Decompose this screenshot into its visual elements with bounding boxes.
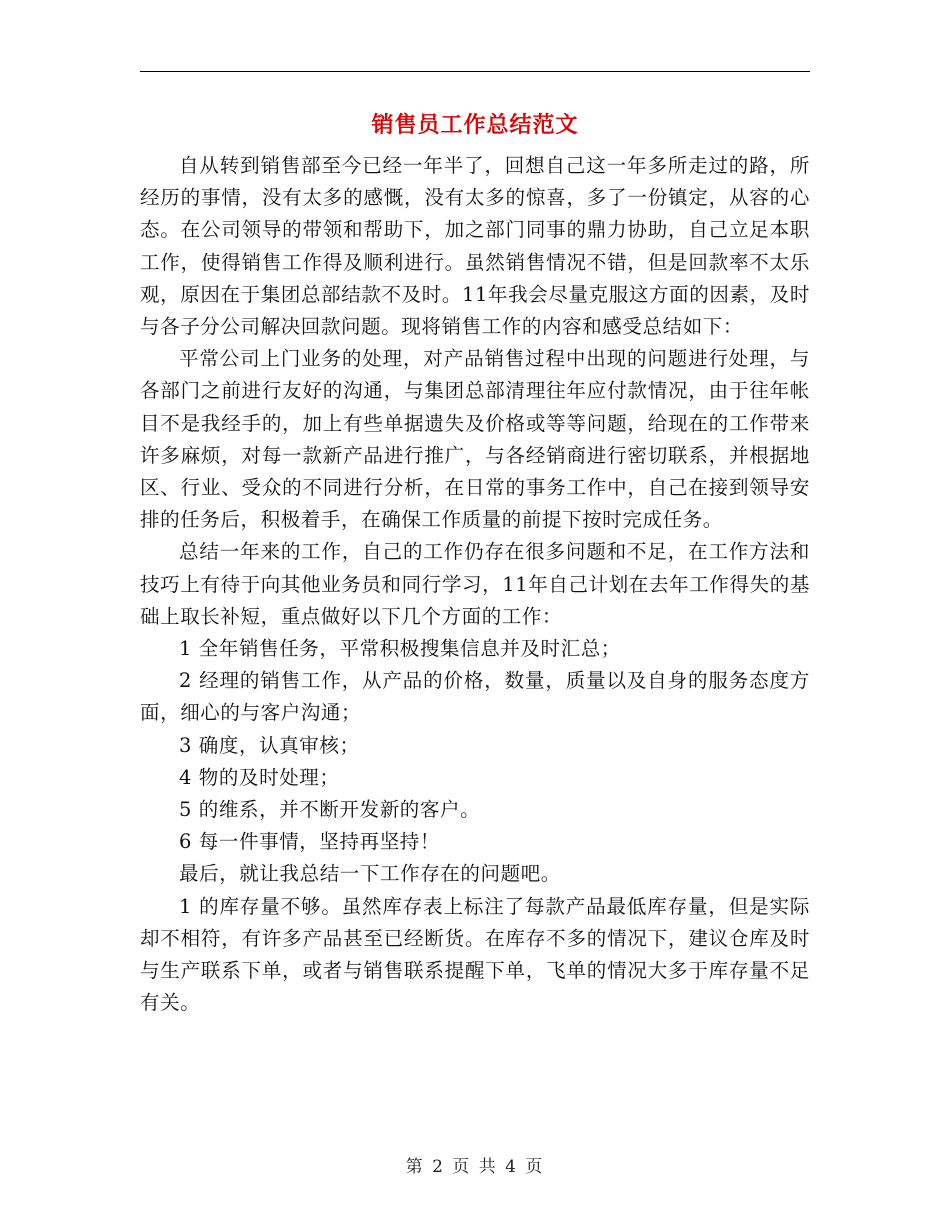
paragraph-intro: 自从转到销售部至今已经一年半了，回想自己这一年多所走过的路，所经历的事情，没有太多的感慨，没有太多的惊喜，多了一份镇定，从容的心态。在公司领导的带领和帮助下，加之部门同事的鼎力协助，自己立足本职工作，使得销售工作得及顺利进行。虽然销售情况不错，但是回款率不太乐观，原因在于集团总部结款不及时。11年我会尽量克服这方面的因素，及时与各子分公司解决回款问题。现将销售工作的内容和感受总结如下：: [140, 154, 810, 339]
plan-item-5: 5 的维系，并不断开发新的客户。: [179, 798, 481, 822]
plan-item-4: 4 物的及时处理；: [179, 765, 340, 789]
plan-item-6: 6 每一件事情，坚持再坚持！: [179, 830, 441, 854]
document-title: 销售员工作总结范文: [371, 112, 579, 138]
plan-item-1: 1 全年销售任务，平常积极搜集信息并及时汇总；: [179, 637, 621, 661]
paragraph-daily-work: 平常公司上门业务的处理，对产品销售过程中出现的问题进行处理，与各部门之前进行友好的沟通，与集团总部清理往年应付款情况，由于往年帐目不是我经手的，加上有些单据遗失及价格或等等问题，给现在的工作带来许多麻烦，对每一款新产品进行推广，与各经销商进行密切联系，并根据地区、行业、受众的不同进行分析，在日常的事务工作中，自己在接到领导安排的任务后，积极着手，在确保工作质量的前提下按时完成任务。: [140, 347, 810, 532]
plan-item-2: 2 经理的销售工作，从产品的价格，数量，质量以及自身的服务态度方面，细心的与客户沟通；: [140, 669, 810, 725]
document-body: [140, 150, 810, 1019]
header-rule: [140, 71, 810, 72]
paragraph-summary: 总结一年来的工作，自己的工作仍存在很多问题和不足，在工作方法和技巧上有待于向其他业务员和同行学习，11年自己计划在去年工作得失的基础上取长补短，重点做好以下几个方面的工作：: [140, 540, 810, 628]
page-number-footer: 第 2 页 共 4 页: [405, 1157, 545, 1177]
plan-item-3: 3 确度，认真审核；: [179, 733, 360, 757]
problem-item-1: 1 的库存量不够。虽然库存表上标注了每款产品最低库存量，但是实际却不相符，有许多产品甚至已经断货。在库存不多的情况下，建议仓库及时与生产联系下单，或者与销售联系提醒下单，飞单的情况大多于库存量不足有关。: [140, 894, 810, 1015]
paragraph-problems-intro: 最后，就让我总结一下工作存在的问题吧。: [179, 862, 561, 886]
